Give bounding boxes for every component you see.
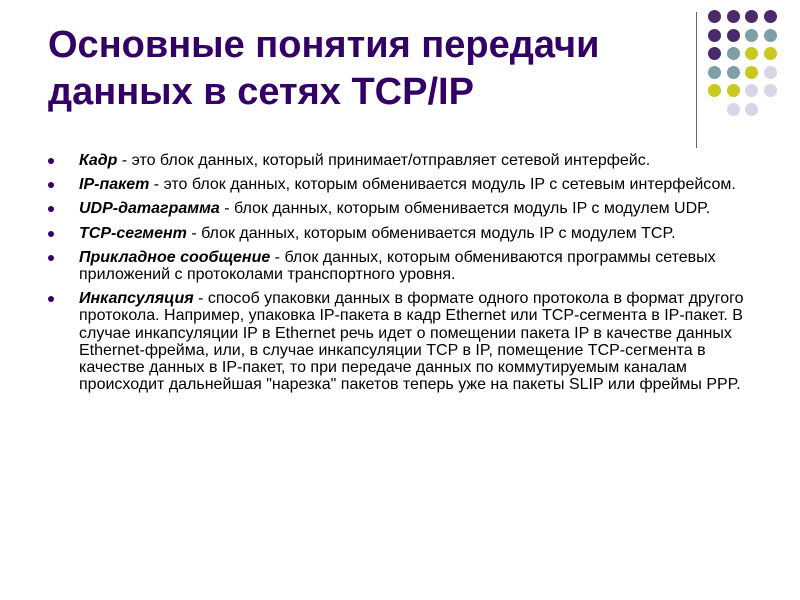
- bullet-term: IP-пакет: [79, 176, 150, 194]
- bullet-marker-icon: [48, 231, 54, 237]
- decorative-dot: [708, 10, 721, 23]
- bullet-marker-icon: [48, 182, 54, 188]
- bullet-term: Кадр: [79, 152, 118, 169]
- decorative-dot: [727, 66, 740, 79]
- decorative-dot: [727, 10, 740, 23]
- bullet-list: [48, 152, 748, 400]
- decorative-dot: [745, 47, 758, 60]
- decorative-dot: [708, 84, 721, 97]
- bullet-text: - это блок данных, который принимает/отправляет сетевой интерфейс.: [117, 152, 651, 169]
- decorative-dot: [745, 10, 758, 23]
- bullet-marker-icon: [48, 255, 54, 261]
- bullet-text: - блок данных, которым обменивается модуль IP с модулем UDP.: [219, 200, 711, 218]
- bullet-marker-icon: [48, 206, 54, 212]
- decorative-dot: [764, 47, 777, 60]
- bullet-item-tcp-segment: [48, 225, 748, 242]
- bullet-item-encapsulation: [48, 290, 748, 393]
- decorative-dot: [745, 29, 758, 42]
- bullet-item-application-message: [48, 249, 748, 283]
- decorative-dot: [764, 29, 777, 42]
- slide-title: Основные понятия передачи данных в сетях TCP/IP: [48, 24, 600, 113]
- bullet-text: - способ упаковки данных в формате одного протокола в формат другого протокола. Например, упаковка IP-пакета в кадр Ethernet или TCP-сегмента в IP-пакет. В случае инкапсуляции IP в Ethernet речь идет о помещении пакета IP в качестве данных Ethernet-фрейма, или, в случае инкапсуляции TCP в IP, помещение TCP-сегмента в качестве данных в IP-пакет, то при передаче данных по коммутируемым каналам происходит дальнейшая "нарезка" пакетов теперь уже на пакеты SLIP или фреймы PPP.: [79, 290, 744, 394]
- decorative-dot: [745, 84, 758, 97]
- bullet-item-ip-packet: [48, 176, 748, 193]
- bullet-text: - блок данных, которым обменивается модуль IP с модулем TCP.: [186, 224, 676, 242]
- bullet-term: UDP-датаграмма: [79, 200, 220, 218]
- decorative-dot: [727, 29, 740, 42]
- decorative-dot: [708, 66, 721, 79]
- decorative-dot: [727, 103, 740, 116]
- decorative-dot: [727, 84, 740, 97]
- bullet-marker-icon: [48, 296, 54, 302]
- decorative-dot: [764, 84, 777, 97]
- bullet-item-udp-datagram: [48, 200, 748, 217]
- decorative-dot: [764, 10, 777, 23]
- bullet-marker-icon: [48, 158, 54, 164]
- decorative-dot-grid: [708, 10, 788, 130]
- bullet-term: TCP-сегмент: [79, 224, 187, 242]
- decorative-dot: [727, 47, 740, 60]
- decorative-dot: [708, 47, 721, 60]
- decorative-dot: [745, 66, 758, 79]
- bullet-text: - это блок данных, которым обменивается модуль IP с сетевым интерфейсом.: [149, 176, 736, 194]
- bullet-item-frame: [48, 152, 748, 169]
- bullet-term: Прикладное сообщение: [79, 248, 271, 266]
- title-divider: [696, 12, 697, 148]
- bullet-text: - блок данных, которым обмениваются программы сетевых приложений с протоколами транспортного уровня.: [79, 248, 716, 284]
- bullet-term: Инкапсуляция: [79, 290, 194, 308]
- decorative-dot: [764, 66, 777, 79]
- decorative-dot: [745, 103, 758, 116]
- decorative-dot: [708, 29, 721, 42]
